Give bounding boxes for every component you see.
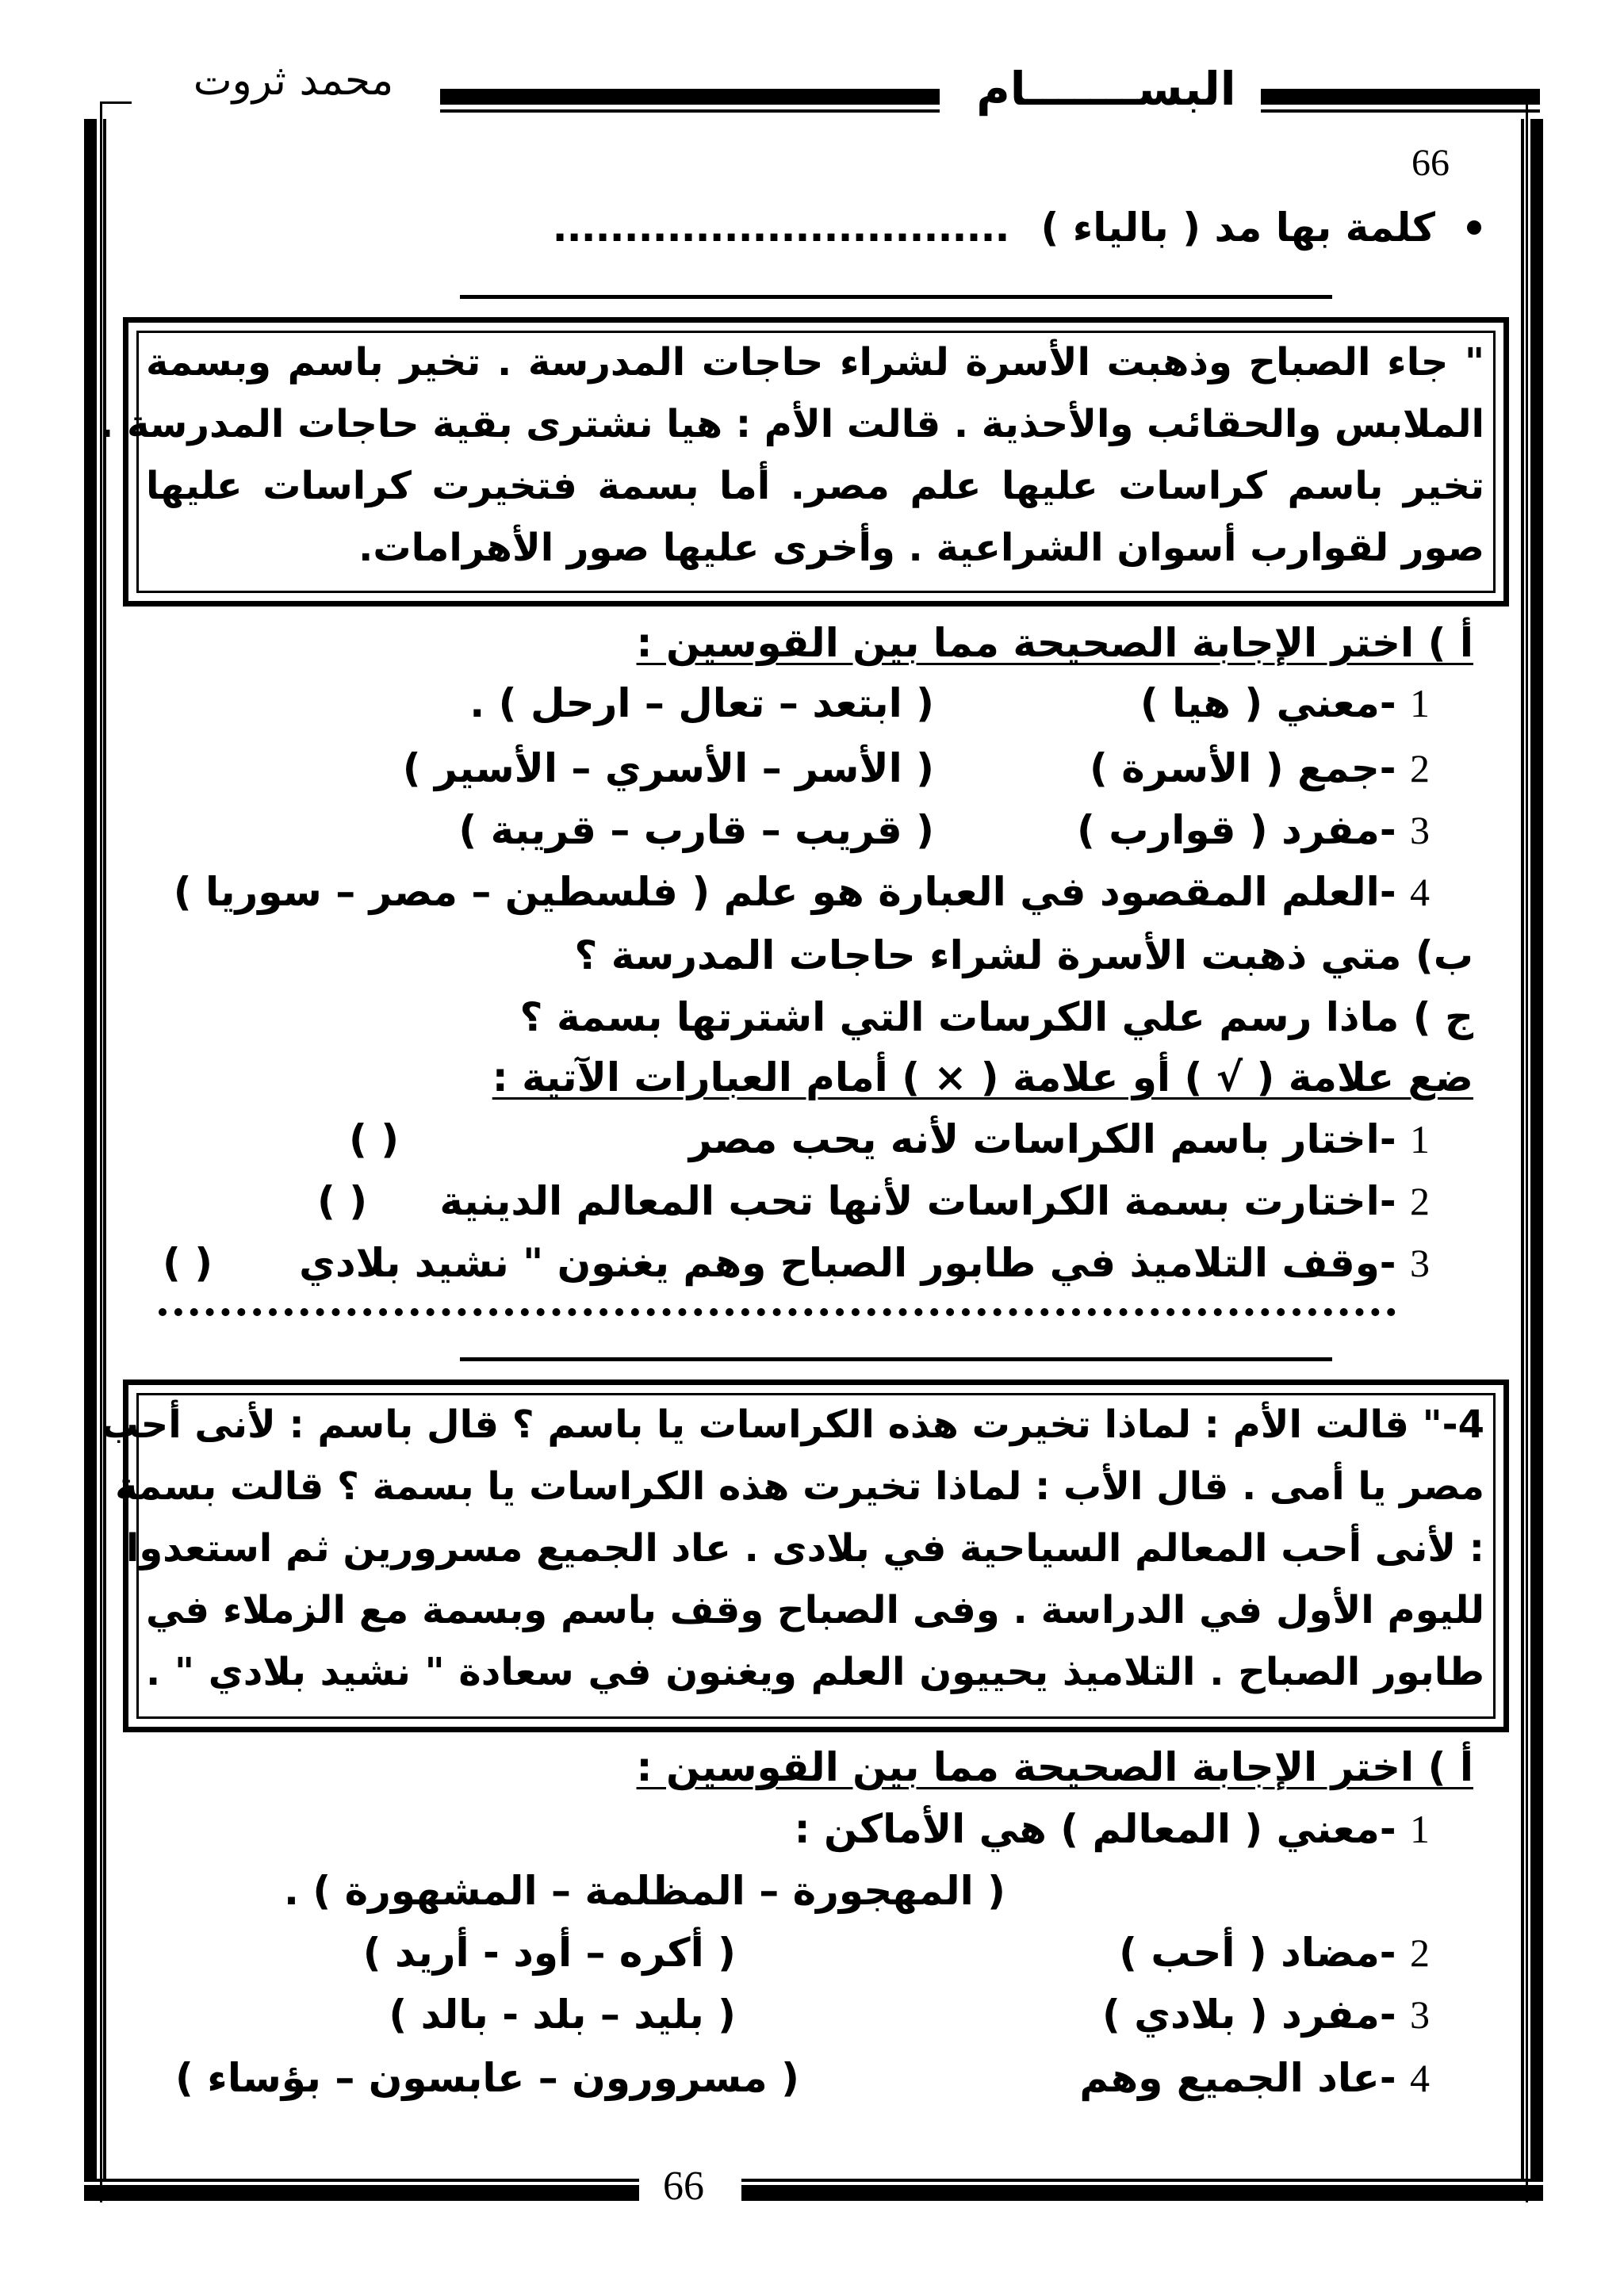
choice-options: ( بليد – بلد - بالد ) [389,1992,736,2038]
passage-line: 4-" قالت الأم : لماذا تخيرت هذه الكراسات يا باسم ؟ قال باسم : لأنى أحب [100,1402,1484,1447]
choice-options: ( أكره – أود - أريد ) [362,1930,736,1976]
choice-options: ( الأسر – الأسري – الأسير ) [402,745,934,791]
choice-row: 2 -مضاد ( أحب ) [1119,1930,1430,1976]
choice-row: 1 -معني ( هيا ) [1139,680,1430,726]
tick-row: 2 -اختارت بسمة الكراسات لأنها تحب المعالم الدينية [439,1178,1430,1224]
passage-box-2 [100,1380,1509,1732]
choice-options: ( مسرورون – عابسون – بؤساء ) [175,2055,799,2101]
header-title: البســـــــام [976,62,1236,116]
choice-row: 4 -العلم المقصود في العبارة هو علم ( فلسطين – مصر – سوريا ) [173,869,1430,915]
question-b: ب) متي ذهبت الأسرة لشراء حاجات المدرسة ؟ [574,932,1473,978]
answer-dots: ................................ [552,205,1009,251]
tick-blank[interactable]: ( ) [163,1240,213,1286]
bullet-dot-icon [1467,220,1481,235]
choice-row: 4 -عاد الجميع وهم [1079,2055,1430,2101]
passage-line: مصر يا أمى . قال الأب : لماذا تخيرت هذه الكراسات يا بسمة ؟ قالت بسمة [115,1464,1484,1509]
passage-line: صور لقوارب أسوان الشراعية . وأخرى عليها صور الأهرامات. [358,526,1484,570]
tick-heading: ضع علامة ( √ ) أو علامة ( × ) أمام العبارات الآتية : [492,1054,1473,1100]
page-number-bottom: 66 [663,2164,704,2209]
choose-heading-2: أ ) اختر الإجابة الصحيحة مما بين القوسين : [636,1744,1473,1790]
bullet-text: كلمة بها مد ( بالياء ) [1040,205,1435,251]
page-number-top: 66 [1411,142,1450,184]
passage-line: الملابس والحقائب والأحذية . قالت الأم : هيا نشترى بقية حاجات المدرسة . [99,402,1484,446]
choice-options: ( المهجورة – المظلمة – المشهورة ) . [283,1868,1005,1914]
choice-row: 3 -مفرد ( قوارب ) [1076,807,1430,853]
divider [460,295,1332,299]
divider [460,1357,1332,1361]
header-author: محمد ثروت [193,57,394,105]
question-c: ج ) ماذا رسم علي الكرسات التي اشترتها بسمة ؟ [519,994,1473,1040]
passage-line: " جاء الصباح وذهبت الأسرة لشراء حاجات المدرسة . تخير باسم وبسمة [146,340,1484,385]
choice-options: ( قريب – قارب – قريبة ) [458,807,934,853]
choice-row: 2 -جمع ( الأسرة ) [1090,745,1430,791]
choice-options: ( ابتعد – تعال – ارحل ) . [469,680,934,726]
passage-box-1 [99,317,1509,607]
choose-heading-1: أ ) اختر الإجابة الصحيحة مما بين القوسين : [636,620,1473,666]
passage-line: طابور الصباح . التلاميذ يحييون العلم ويغنون في سعادة " نشيد بلادي " . [146,1650,1484,1694]
dotted-separator [159,1308,1396,1316]
passage-line: تخير باسم كراسات عليها علم مصر. أما بسمة فتخيرت كراسات عليها [146,464,1484,508]
tick-blank[interactable]: ( ) [349,1116,400,1162]
choice-row: 3 -مفرد ( بلادي ) [1101,1992,1430,2038]
tick-blank[interactable]: ( ) [317,1178,368,1224]
tick-row: 3 -وقف التلاميذ في طابور الصباح وهم يغنون " نشيد بلادي [299,1240,1430,1286]
tick-row: 1 -اختار باسم الكراسات لأنه يحب مصر [688,1116,1430,1162]
passage-line: لليوم الأول في الدراسة . وفى الصباح وقف باسم وبسمة مع الزملاء في [146,1588,1484,1632]
choice-row: 1 -معني ( المعالم ) هي الأماكن : [794,1806,1430,1852]
passage-line: : لأنى أحب المعالم السياحية في بلادى . عاد الجميع مسرورين ثم استعدوا [125,1526,1484,1571]
bullet-item [553,200,1481,255]
